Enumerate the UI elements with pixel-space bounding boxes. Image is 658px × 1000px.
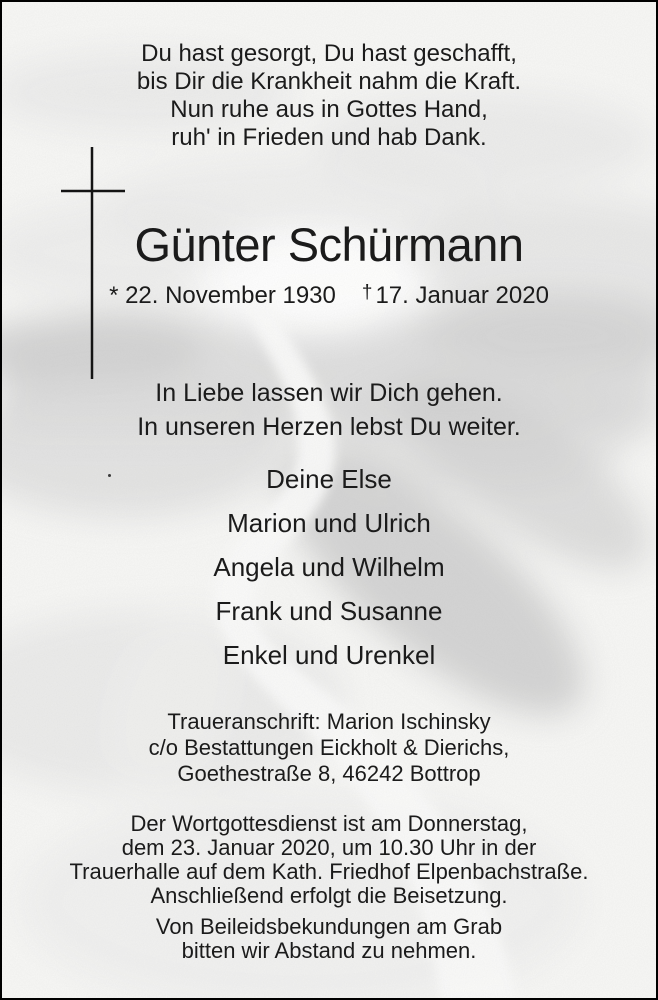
poem-line: Du hast gesorgt, Du hast geschafft, — [141, 40, 517, 67]
condolence-line: Von Beileidsbekundungen am Grab — [155, 914, 503, 939]
birth-date: * 22. November 1930 — [109, 282, 336, 309]
family-member: Frank und Susanne — [215, 596, 443, 627]
poem-line: ruh' in Frieden und hab Dank. — [171, 124, 487, 151]
farewell-line: In unseren Herzen lebst Du weiter. — [137, 413, 521, 441]
family-member: Enkel und Urenkel — [222, 640, 436, 671]
address-line: Goethestraße 8, 46242 Bottrop — [177, 761, 481, 786]
funeral-info-line: Der Wortgottesdienst ist am Donnerstag, — [130, 811, 528, 836]
dagger-icon: † — [361, 282, 373, 303]
funeral-info-line: Trauerhalle auf dem Kath. Friedhof Elpenbachstraße. — [69, 859, 589, 884]
farewell-text — [2, 376, 656, 444]
address-line: Traueranschrift: Marion Ischinsky — [167, 709, 491, 734]
family-member: Angela und Wilhelm — [213, 552, 445, 583]
life-dates — [2, 282, 656, 311]
address-line: c/o Bestattungen Eickholt & Dierichs, — [148, 735, 510, 760]
notice-content — [2, 2, 656, 998]
death-date: † 17. Januar 2020 — [361, 282, 549, 309]
deceased-name: Günter Schürmann — [134, 218, 524, 271]
poem-line: bis Dir die Krankheit nahm die Kraft. — [136, 68, 522, 95]
poem-line: Nun ruhe aus in Gottes Hand, — [170, 96, 488, 123]
farewell-line: In Liebe lassen wir Dich gehen. — [155, 379, 503, 407]
family-list — [2, 465, 656, 686]
funeral-info — [2, 812, 656, 908]
family-member: Marion und Ulrich — [227, 508, 431, 539]
poem — [2, 40, 656, 152]
mourning-address — [2, 709, 656, 787]
family-member: Deine Else — [266, 464, 392, 494]
funeral-info-line: Anschließend erfolgt die Beisetzung. — [150, 883, 508, 908]
funeral-info-line: dem 23. Januar 2020, um 10.30 Uhr in der — [121, 835, 537, 860]
condolence-note — [2, 915, 656, 963]
condolence-line: bitten wir Abstand zu nehmen. — [181, 938, 477, 963]
